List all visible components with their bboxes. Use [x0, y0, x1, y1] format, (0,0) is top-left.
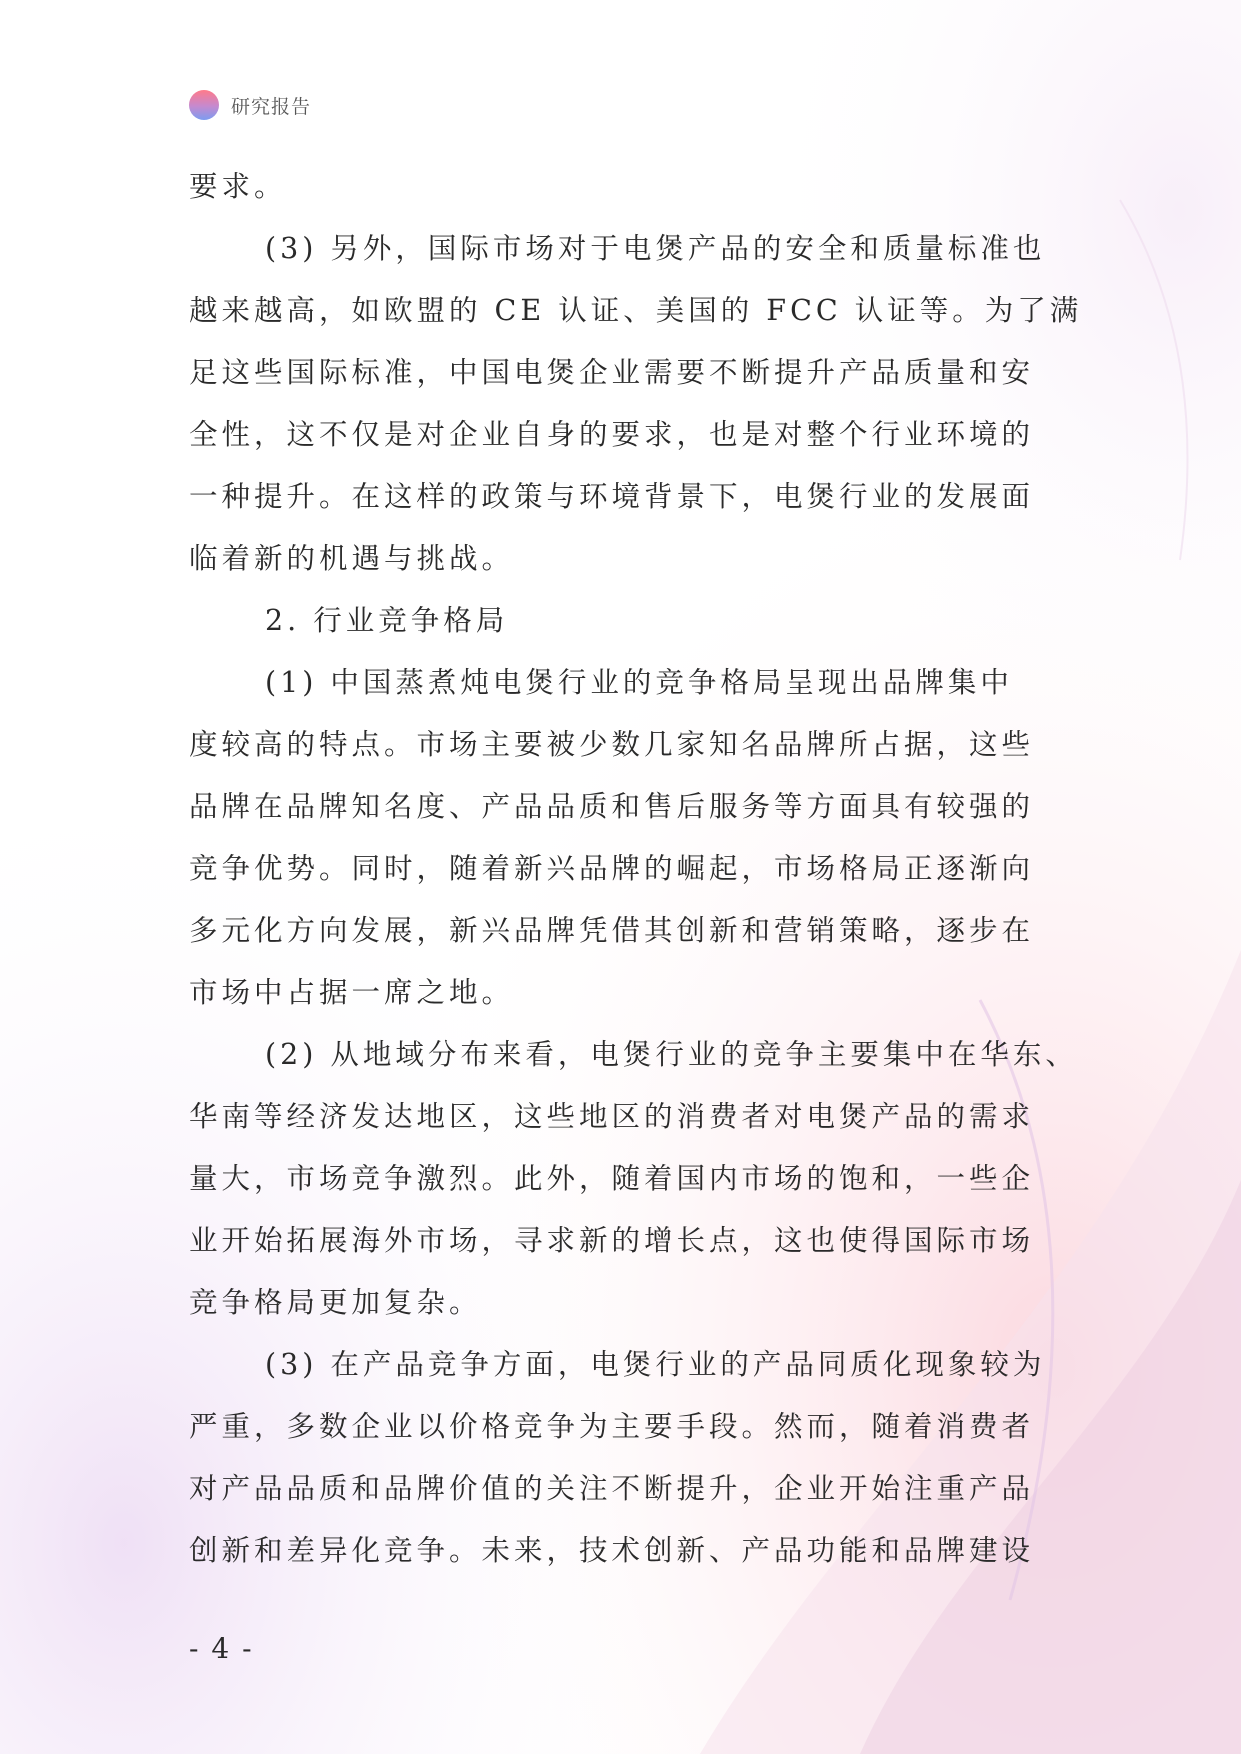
page-number: - 4 -: [189, 1632, 254, 1665]
text-line: 度较高的特点。市场主要被少数几家知名品牌所占据，这些: [189, 728, 1035, 761]
page-header: [189, 89, 311, 121]
text-line: 竞争优势。同时，随着新兴品牌的崛起，市场格局正逐渐向: [189, 852, 1035, 885]
logo-icon: [189, 90, 219, 120]
text-line: (1) 中国蒸煮炖电煲行业的竞争格局呈现出品牌集中: [265, 666, 1013, 699]
text-line: 越来越高，如欧盟的 CE 认证、美国的 FCC 认证等。为了满: [189, 294, 1083, 327]
text-line: 量大，市场竞争激烈。此外，随着国内市场的饱和，一些企: [189, 1162, 1035, 1195]
text-line: 竞争格局更加复杂。: [189, 1286, 482, 1319]
header-title: 研究报告: [231, 95, 312, 118]
text-line: 全性，这不仅是对企业自身的要求，也是对整个行业环境的: [189, 418, 1035, 451]
text-line: 业开始拓展海外市场，寻求新的增长点，这也使得国际市场: [189, 1224, 1035, 1257]
body-text: [189, 156, 1083, 1582]
text-line: 对产品品质和品牌价值的关注不断提升，企业开始注重产品: [189, 1472, 1035, 1505]
text-line: 华南等经济发达地区，这些地区的消费者对电煲产品的需求: [189, 1100, 1035, 1133]
text-line: (2) 从地域分布来看，电煲行业的竞争主要集中在华东、: [265, 1038, 1078, 1071]
text-line: 创新和差异化竞争。未来，技术创新、产品功能和品牌建设: [189, 1534, 1035, 1567]
text-line: 一种提升。在这样的政策与环境背景下，电煲行业的发展面: [189, 480, 1035, 513]
text-line: 严重，多数企业以价格竞争为主要手段。然而，随着消费者: [189, 1410, 1035, 1443]
text-line: 多元化方向发展，新兴品牌凭借其创新和营销策略，逐步在: [189, 914, 1035, 947]
text-line: (3) 在产品竞争方面，电煲行业的产品同质化现象较为: [265, 1348, 1046, 1381]
text-line: 品牌在品牌知名度、产品品质和售后服务等方面具有较强的: [189, 790, 1035, 823]
text-line: (3) 另外，国际市场对于电煲产品的安全和质量标准也: [265, 232, 1046, 265]
text-line: 足这些国际标准，中国电煲企业需要不断提升产品质量和安: [189, 356, 1035, 389]
text-line: 市场中占据一席之地。: [189, 976, 515, 1009]
text-line: 要求。: [189, 170, 287, 203]
section-heading: 2. 行业竞争格局: [265, 604, 509, 637]
text-line: 临着新的机遇与挑战。: [189, 542, 515, 575]
